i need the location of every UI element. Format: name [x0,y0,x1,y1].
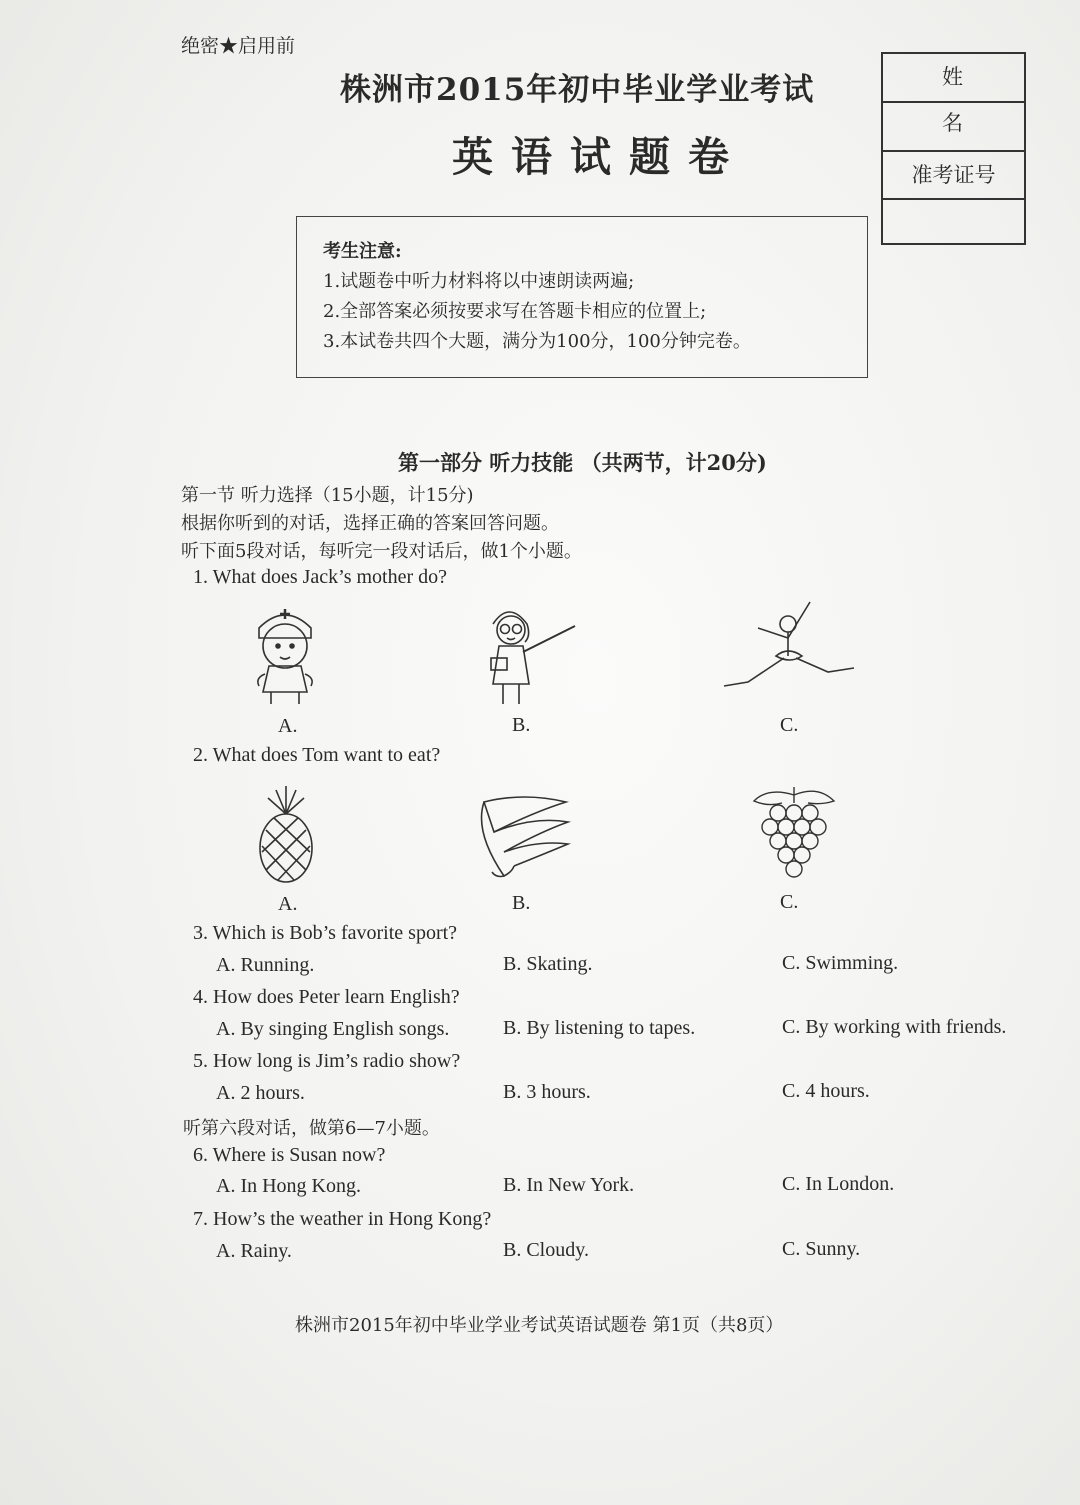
teacher-icon [483,600,579,710]
answer-option[interactable]: C. Swimming. [782,952,899,974]
answer-option[interactable]: C. By working with friends. [782,1016,1007,1038]
page-footer: 株洲市2015年初中毕业学业考试英语试题卷 第1页（共8页） [295,1315,784,1336]
answer-option[interactable]: C. Sunny. [782,1238,861,1260]
picture-option-label[interactable]: A. [278,715,298,737]
notice-heading: 考生注意: [323,241,402,262]
answer-option[interactable]: A. Running. [216,954,315,976]
question-text: 4. How does Peter learn English? [193,986,460,1008]
exam-title: 株洲市2015年初中毕业学业考试 [340,72,815,108]
answer-option[interactable]: C. 4 hours. [782,1080,870,1102]
answer-option[interactable]: A. In Hong Kong. [216,1175,361,1197]
notice-item: 1.试题卷中听力材料将以中速朗读两遍; [323,271,635,292]
answer-option[interactable]: B. Cloudy. [503,1239,589,1261]
question-text: 3. Which is Bob’s favorite sport? [193,922,458,944]
name-label: 姓名 [942,65,1005,135]
answer-option[interactable]: A. 2 hours. [216,1082,305,1104]
picture-option-label[interactable]: B. [512,714,531,736]
instruction: 听下面5段对话，每听完一段对话后，做1个小题。 [181,541,582,562]
answer-option[interactable]: A. Rainy. [216,1240,292,1262]
picture-option-label[interactable]: C. [780,891,799,913]
grapes-icon [748,785,840,881]
section-title: 第一节 听力选择（15小题，计15分) [181,485,474,506]
notice-item: 2.全部答案必须按要求写在答题卡相应的位置上; [323,301,707,322]
question-text: 6. Where is Susan now? [193,1144,386,1166]
name-label-cell [883,54,1024,135]
notice-item: 3.本试卷共四个大题，满分为100分，100分钟完卷。 [323,331,751,352]
name-field[interactable] [883,103,1024,152]
answer-option[interactable]: A. By singing English songs. [216,1018,450,1040]
picture-option-label[interactable]: C. [780,714,799,736]
pineapple-icon [254,786,318,886]
instruction: 听第六段对话，做第6—7小题。 [183,1118,440,1139]
candidate-info-box [881,52,1026,245]
picture-option-label[interactable]: A. [278,893,298,915]
answer-option[interactable]: C. In London. [782,1173,895,1195]
banana-icon [474,792,574,882]
exam-number-label-cell [883,152,1024,200]
paper-title: 英语试题卷 [452,133,747,181]
exam-number-field[interactable] [883,200,1024,245]
instruction: 根据你听到的对话，选择正确的答案回答问题。 [181,513,559,534]
question-text: 5. How long is Jim’s radio show? [193,1050,461,1072]
notice-box [296,216,868,378]
answer-option[interactable]: B. 3 hours. [503,1081,591,1103]
nurse-icon [245,604,325,708]
part-title: 第一部分 听力技能 （共两节，计20分) [398,450,767,475]
question-text: 2. What does Tom want to eat? [193,744,441,766]
answer-option[interactable]: B. Skating. [503,953,593,975]
dancer-icon [718,598,858,698]
answer-option[interactable]: B. By listening to tapes. [503,1017,696,1039]
picture-option-label[interactable]: B. [512,892,531,914]
confidential-mark: 绝密★启用前 [181,35,296,57]
answer-option[interactable]: B. In New York. [503,1174,635,1196]
exam-number-label: 准考证号 [911,163,996,187]
question-text: 7. How’s the weather in Hong Kong? [193,1208,492,1230]
question-text: 1. What does Jack’s mother do? [193,566,448,588]
